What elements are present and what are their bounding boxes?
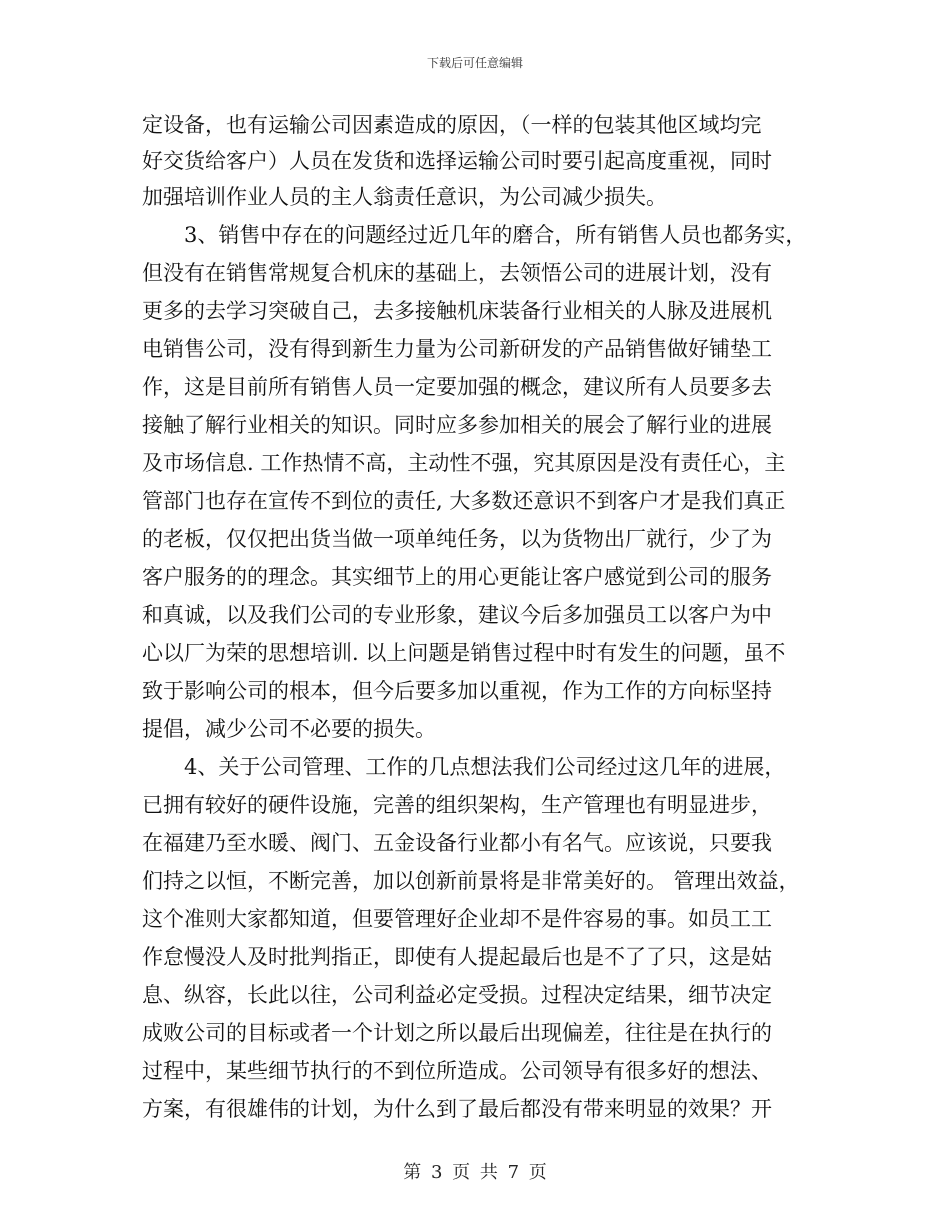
text-line: 已拥有较好的硬件设施，完善的组织架构，生产管理也有明显进步，: [142, 793, 772, 817]
text-line: 们持之以恒，不断完善，加以创新前景将是非常美好的。 管理出效益，: [142, 869, 800, 893]
page-footer: 第 3 页 共 7 页: [403, 1162, 547, 1183]
text-line: 成败公司的目标或者一个计划之所以最后出现偏差，往往是在执行的: [142, 1021, 772, 1045]
text-line: 方案，有很雄伟的计划，为什么到了最后都没有带来明显的效果？开: [142, 1097, 772, 1121]
text-line: 加强培训作业人员的主人翁责任意识，为公司减少损失。: [142, 185, 667, 209]
text-line: 客户服务的的理念。其实细节上的用心更能让客户感觉到公司的服务: [142, 565, 772, 589]
text-line: 作，这是目前所有销售人员一定要加强的概念，建议所有人员要多去: [142, 375, 772, 399]
text-line: 定设备，也有运输公司因素造成的原因，（一样的包装其他区域均完: [142, 113, 762, 137]
text-line: 3、销售中存在的问题经过近几年的磨合，所有销售人员也都务实，: [142, 223, 807, 247]
text-line: 及市场信息. 工作热情不高，主动性不强，究其原因是没有责任心，主: [142, 451, 786, 475]
text-line: 心以厂为荣的思想培训. 以上问题是销售过程中时有发生的问题，虽不: [142, 641, 786, 665]
text-line: 电销售公司，没有得到新生力量为公司新研发的产品销售做好铺垫工: [142, 337, 772, 361]
text-line: 致于影响公司的根本，但今后要多加以重视，作为工作的方向标坚持: [142, 679, 772, 703]
text-line: 在福建乃至水暖、阀门、五金设备行业都小有名气。应该说，只要我: [142, 831, 772, 855]
page-header: 下载后可任意编辑: [426, 56, 523, 70]
text-line: 过程中，某些细节执行的不到位所造成。公司领导有很多好的想法、: [142, 1059, 772, 1083]
text-line: 但没有在销售常规复合机床的基础上，去领悟公司的进展计划，没有: [142, 261, 772, 285]
text-line: 更多的去学习突破自己，去多接触机床装备行业相关的人脉及进展机: [142, 299, 772, 323]
text-line: 接触了解行业相关的知识。同时应多参加相关的展会了解行业的进展: [142, 413, 772, 437]
text-line: 4、关于公司管理、工作的几点想法我们公司经过这几年的进展，: [142, 755, 786, 779]
text-line: 管部门也存在宣传不到位的责任, 大多数还意识不到客户才是我们真正: [142, 489, 786, 513]
text-line: 作怠慢没人及时批判指正，即使有人提起最后也是不了了只，这是姑: [142, 945, 772, 969]
text-line: 的老板，仅仅把出货当做一项单纯任务，以为货物出厂就行，少了为: [142, 527, 772, 551]
text-line: 好交货给客户）人员在发货和选择运输公司时要引起高度重视，同时: [142, 149, 772, 173]
text-line: 这个准则大家都知道，但要管理好企业却不是件容易的事。如员工工: [142, 907, 772, 931]
text-line: 和真诚，以及我们公司的专业形象，建议今后多加强员工以客户为中: [142, 603, 772, 627]
text-line: 提倡，减少公司不必要的损失。: [142, 717, 436, 741]
text-line: 息、纵容，长此以往，公司利益必定受损。过程决定结果，细节决定: [142, 983, 772, 1007]
